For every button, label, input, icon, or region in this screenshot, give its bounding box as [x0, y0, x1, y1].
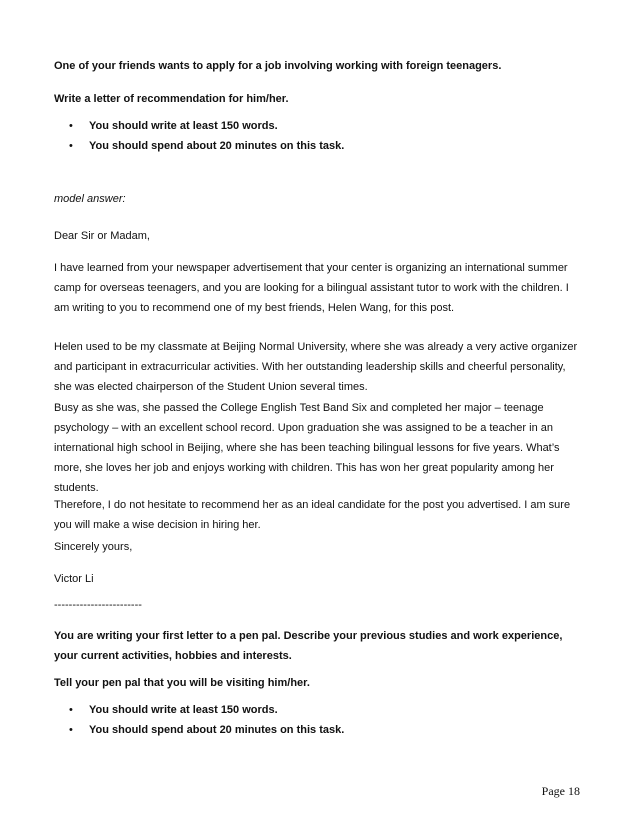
task2-instruction: Tell your pen pal that you will be visiting him/her. [54, 677, 310, 689]
task1-instruction: Write a letter of recommendation for him/her. [54, 93, 289, 105]
model-answer-label: model answer: [54, 193, 126, 205]
task2-bullet-1: • You should write at least 150 words. [54, 700, 584, 720]
task1-prompt: One of your friends wants to apply for a job involving working with foreign teenagers. [54, 60, 502, 72]
task1-bullet-1: • You should write at least 150 words. [54, 116, 584, 136]
letter-paragraph-4: Therefore, I do not hesitate to recommend her as an ideal candidate for the post you advertised. I am sure you will make a wise decision in hiring her. [54, 499, 571, 531]
task1-bullet-2: • You should spend about 20 minutes on this task. [54, 136, 584, 156]
task2-bullet-2: • You should spend about 20 minutes on this task. [54, 720, 584, 740]
letter-salutation: Dear Sir or Madam, [54, 230, 150, 242]
letter-paragraph-1: I have learned from your newspaper advertisement that your center is organizing an international summer camp for overseas teenagers, and you are looking for a bilingual assistant tutor to work with the children. I am writing to you to recommend one of my best friends, Helen Wang, for this post. [54, 262, 569, 314]
letter-signature: Victor Li [54, 573, 94, 585]
task1-bullet-list [54, 116, 584, 156]
letter-paragraph-3: Busy as she was, she passed the College English Test Band Six and completed her major – teenage psychology – with an excellent school record. Upon graduation she was assigned to be a teacher in an international high school in Beijing, where she has been teaching bilingual lessons for five years. What’s more, she loves her job and enjoys working with children. This has won her great popularity among her students. [54, 402, 560, 494]
task2-prompt: You are writing your first letter to a pen pal. Describe your previous studies and work experience, your current activities, hobbies and interests. [54, 630, 563, 662]
page-number: Page 18 [541, 784, 580, 798]
section-divider: ------------------------ [54, 599, 142, 611]
letter-paragraph-2: Helen used to be my classmate at Beijing Normal University, where she was already a very active organizer and participant in extracurricular activities. With her outstanding leadership skills and cheerful personality, she was elected chairperson of the Student Union several times. [54, 341, 578, 393]
letter-closing: Sincerely yours, [54, 541, 133, 553]
task2-bullet-list [54, 700, 584, 740]
